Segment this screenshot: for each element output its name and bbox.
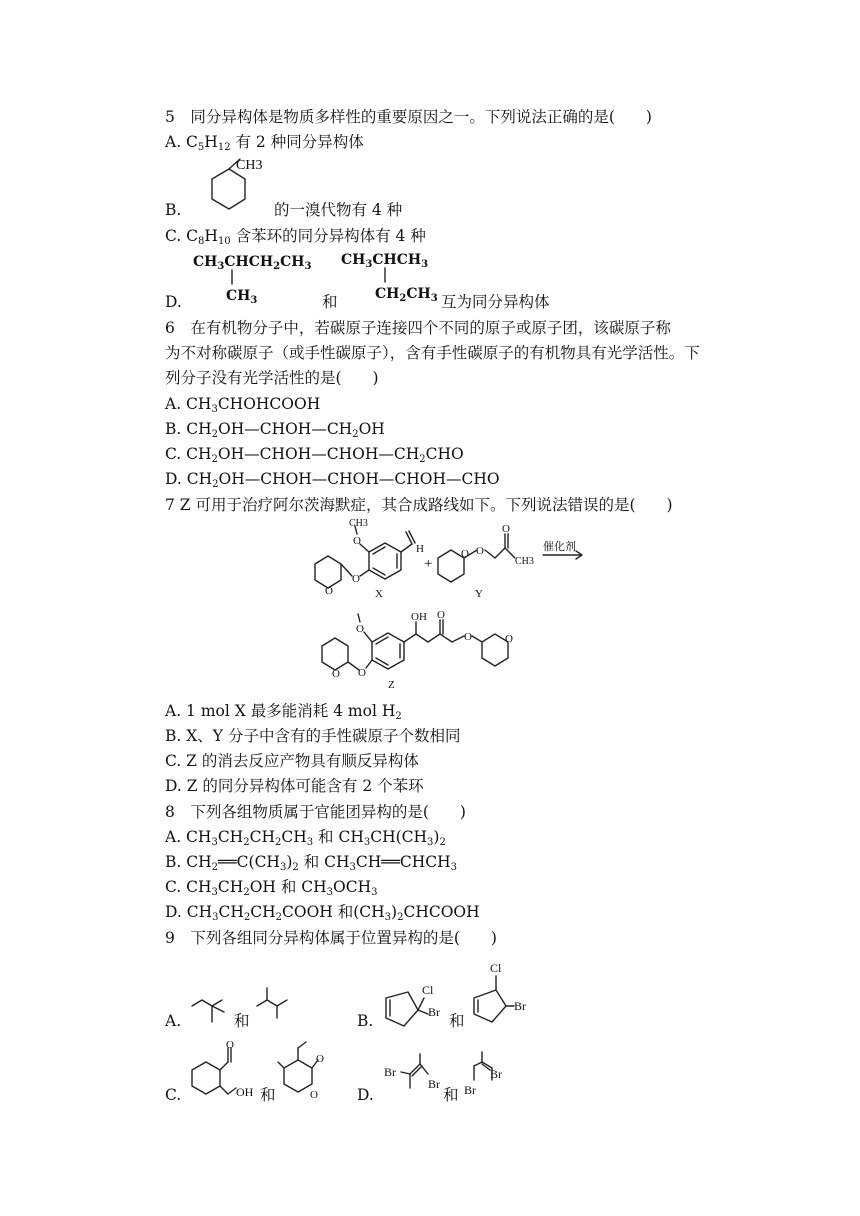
q7-stem: 7 Z 可用于治疗阿尔茨海默症，其合成路线如下。下列说法错误的是( ) <box>165 496 673 514</box>
q9-b-and: 和 <box>449 1012 465 1030</box>
q6-option-d: D. $CH_2OH—CHOH—CHOH—CHOH—CHO$ <box>165 470 500 490</box>
q9-d-molecule-2 <box>462 1044 522 1100</box>
svg-text:O: O <box>356 623 364 635</box>
q5-option-d-label: D. <box>165 293 182 311</box>
svg-text:O: O <box>505 633 513 645</box>
svg-text:O: O <box>332 668 340 680</box>
q9-c-molecule-1 <box>182 1040 264 1104</box>
svg-text:Br: Br <box>428 1077 440 1091</box>
svg-text:OH: OH <box>411 611 427 623</box>
q7-label-y: Y <box>475 588 483 600</box>
svg-text:O: O <box>316 1053 324 1065</box>
q6-option-b: B. $CH_2OH—CHOH—CH_2OH$ <box>165 420 385 440</box>
q9-c-and: 和 <box>260 1086 276 1104</box>
svg-text:O: O <box>325 585 333 597</box>
svg-text:Br: Br <box>428 1005 440 1019</box>
q7-option-a: A. 1 mol X 最多能消耗 4 mol $H_2$ <box>165 702 402 722</box>
q5-option-d-tail: 互为同分异构体 <box>441 293 550 311</box>
q9-stem: 9 下列各组同分异构体属于位置异构的是( ) <box>165 929 497 947</box>
q8-stem: 8 下列各组物质属于官能团异构的是( ) <box>165 803 466 821</box>
q7-label-x: X <box>375 588 383 600</box>
q5-d-mol1-top: $CH_3CHCH_2CH_3$ <box>193 254 312 272</box>
svg-text:Cl: Cl <box>490 961 502 975</box>
svg-text:O: O <box>310 1089 318 1101</box>
svg-text:H: H <box>416 543 424 555</box>
svg-text:+: + <box>424 556 433 572</box>
svg-text:Br: Br <box>514 999 526 1013</box>
q5-option-c: C. $C_8H_{10}$ 含苯环的同分异构体有 4 种 <box>165 227 426 247</box>
svg-text:O: O <box>352 573 360 585</box>
q6-stem-line3: 列分子没有光学活性的是( ) <box>165 369 379 387</box>
q6-option-a: A. $CH_3CHOHCOOH$ <box>165 395 321 415</box>
svg-text:Cl: Cl <box>422 983 434 997</box>
q9-a-molecule-2 <box>253 982 297 1030</box>
q5-b-ch3: CH3 <box>236 158 263 173</box>
q5-d-mol2-bottom: $CH_2CH_3$ <box>375 286 438 304</box>
q8-option-a: A. $CH_3CH_2CH_2CH_3$ 和 $CH_3CH(CH_3)_2$ <box>165 828 446 848</box>
svg-text:O: O <box>437 609 445 621</box>
q9-b-molecule-2 <box>464 960 540 1032</box>
q5-option-b-label: B. <box>165 201 182 219</box>
q5-stem: 5 同分异构体是物质多样性的重要原因之一。下列说法正确的是( ) <box>165 108 652 126</box>
q5-d-and: 和 <box>322 293 338 311</box>
q5-option-a: A. $C_5H_{12}$ 有 2 种同分异构体 <box>165 133 364 153</box>
q7-reaction-scheme <box>305 518 605 598</box>
q6-option-c: C. $CH_2OH—CHOH—CHOH—CH_2CHO$ <box>165 445 464 465</box>
q7-product-z <box>312 604 542 690</box>
svg-text:O: O <box>502 523 510 535</box>
svg-text:O: O <box>226 1039 234 1051</box>
q9-b-molecule-1 <box>378 978 454 1034</box>
svg-text:OH: OH <box>236 1085 254 1099</box>
q9-option-d-label: D. <box>357 1086 374 1104</box>
q6-stem-line2: 为不对称碳原子（或手性碳原子），含有手性碳原子的有机物具有光学活性。下 <box>165 344 700 362</box>
q9-d-and: 和 <box>443 1086 459 1104</box>
svg-text:O: O <box>358 667 366 679</box>
svg-text:O: O <box>476 545 484 557</box>
q9-a-molecule-1 <box>188 994 236 1030</box>
svg-text:Br: Br <box>490 1067 502 1081</box>
svg-text:Br: Br <box>384 1065 396 1079</box>
q5-d-mol1-bottom: $CH_3$ <box>226 288 258 306</box>
q7-option-b: B. X、Y 分子中含有的手性碳原子个数相同 <box>165 727 461 745</box>
q5-option-b-text: 的一溴代物有 4 种 <box>274 201 403 219</box>
svg-text:O: O <box>461 548 469 560</box>
q9-option-a-label: A. <box>165 1012 182 1030</box>
svg-text:CH3: CH3 <box>349 518 368 529</box>
q9-d-molecule-1 <box>384 1052 448 1100</box>
q7-option-d: D. Z 的同分异构体可能含有 2 个苯环 <box>165 777 424 795</box>
q9-option-b-label: B. <box>357 1012 374 1030</box>
svg-text:Br: Br <box>464 1083 476 1097</box>
q8-option-b: B. $CH_2══C(CH_3)_2$ 和 $CH_3CH══CHCH_3$ <box>165 853 458 873</box>
q7-catalyst: 催化剂 <box>543 541 576 553</box>
q9-c-molecule-2 <box>274 1040 334 1104</box>
q9-a-and: 和 <box>234 1012 250 1030</box>
methylcyclohexane-structure <box>192 153 272 215</box>
q5-d-mol2-top: $CH_3CHCH_3$ <box>341 252 429 270</box>
q7-label-z: Z <box>388 679 395 691</box>
svg-text:O: O <box>464 631 472 643</box>
q9-option-c-label: C. <box>165 1086 182 1104</box>
svg-text:O: O <box>353 535 361 547</box>
q8-option-c: C. $CH_3CH_2OH$ 和 $CH_3OCH_3$ <box>165 878 378 898</box>
q7-option-c: C. Z 的消去反应产物具有顺反异构体 <box>165 752 419 770</box>
svg-text:CH3: CH3 <box>515 556 534 567</box>
q6-stem-line1: 6 在有机物分子中，若碳原子连接四个不同的原子或原子团，该碳原子称 <box>165 319 671 337</box>
q8-option-d: D. $CH_3CH_2CH_2COOH$ 和$(CH_3)_2CHCOOH$ <box>165 903 480 923</box>
